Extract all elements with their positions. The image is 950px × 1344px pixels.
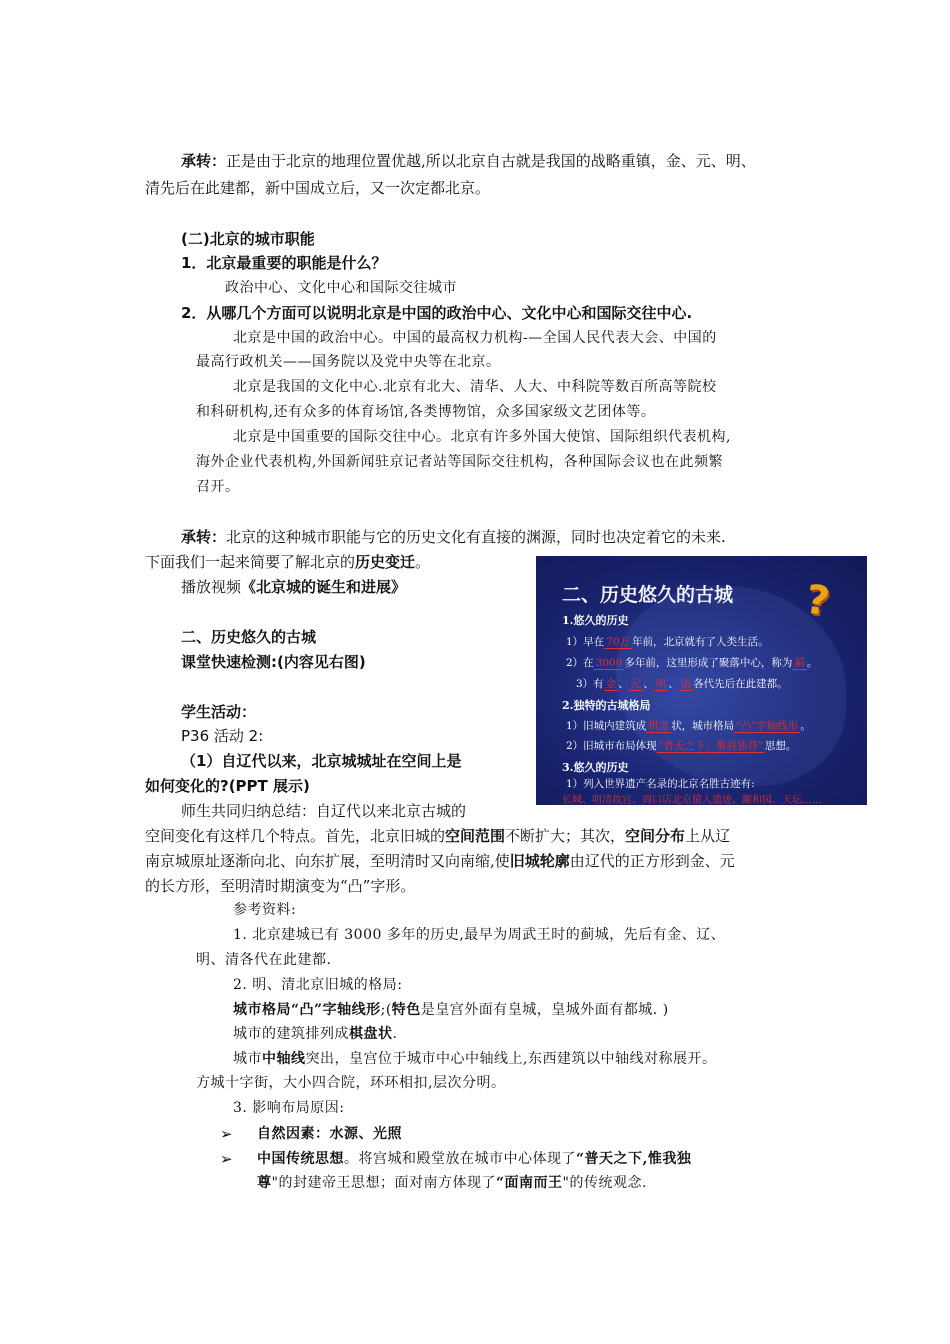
text-span: 思想。 bbox=[764, 740, 797, 752]
slide-line-7: 长城、明清故宫、周口店北京猿人遗迹、颐和园、天坛…… bbox=[562, 795, 822, 805]
old-city-outline-bold: 旧城轮廓 bbox=[509, 852, 570, 870]
activity-question-a: （1）自辽代以来，北京城城址在空间上是 bbox=[181, 752, 462, 770]
south-facing-bold: “面南而王 bbox=[495, 1175, 563, 1191]
slide-line-3 bbox=[576, 676, 788, 691]
text-span: 。 bbox=[415, 553, 431, 571]
text-span: 城市 bbox=[233, 1051, 262, 1067]
transition-text: 正是由于北京的地理位置优越,所以北京自古就是我国的战略重镇，金、元、明、 bbox=[226, 152, 756, 170]
question-1: 1．北京最重要的职能是什么？ bbox=[181, 254, 387, 272]
international-center-line-2: 海外企业代表机构,外国新闻驻京记者站等国际交往机构，各种国际会议也在此频繁 bbox=[196, 454, 723, 470]
answer-blank: 明 bbox=[655, 678, 667, 690]
student-activity: 学生活动： bbox=[181, 703, 257, 721]
text-span: 由辽代的正方形到金、元 bbox=[569, 852, 735, 870]
slide-line-6: 1）列入世界遗产名录的北京名胜古迹有: bbox=[566, 778, 755, 790]
answer-1: 政治中心、文化中心和国际交往城市 bbox=[225, 280, 457, 296]
text-span: 2）在 bbox=[566, 657, 594, 669]
traditional-thought-bold: 中国传统思想 bbox=[257, 1151, 344, 1167]
text-span: 下面我们一起来简要了解北京的 bbox=[145, 553, 356, 571]
answer-blank: "凸"字轴线形 bbox=[736, 720, 799, 732]
cultural-center-line-1: 北京是我国的文化中心.北京有北大、清华、人大、中科院等数百所高等院校 bbox=[233, 379, 717, 395]
text-span: 突出，皇宫位于城市中心中轴线上,东西建筑以中轴线对称展开。 bbox=[305, 1051, 717, 1067]
text-span: 、 bbox=[643, 678, 654, 690]
summary-line-4: 的长方形，至明清时期演变为“凸”字形。 bbox=[145, 877, 416, 895]
reference-2b bbox=[233, 1024, 397, 1044]
text-span: 空间变化有这样几个特点。首先，北京旧城的 bbox=[145, 827, 446, 845]
slide-line-4 bbox=[566, 718, 811, 733]
answer-blank: "普天之下，惟我独尊" bbox=[658, 740, 763, 752]
text-span: 2）旧城市布局体现 bbox=[566, 740, 657, 752]
text-span: 。 bbox=[806, 657, 818, 669]
video-line bbox=[181, 577, 406, 597]
answer-blank: 棋盘 bbox=[648, 720, 670, 732]
city-layout-bold: 城市格局“凸”字轴线形 bbox=[233, 1002, 381, 1018]
traditional-thought-line-2 bbox=[257, 1173, 647, 1193]
text-span: 状，城市格局 bbox=[671, 720, 735, 732]
text-span: 多年前，这里形成了聚落中心，称为 bbox=[624, 657, 793, 669]
transition-text-2: 北京的这种城市职能与它的历史文化有直接的渊源，同时也决定着它的未来. bbox=[226, 528, 726, 546]
transition-paragraph-2 bbox=[181, 527, 726, 547]
text-span: 是皇宫外面有皇城，皇城外面有都城. ) bbox=[420, 1002, 669, 1018]
reference-2a bbox=[233, 1000, 669, 1020]
summary-line-2 bbox=[145, 826, 730, 846]
traditional-thought-line-1 bbox=[257, 1149, 691, 1169]
feature-bold: 特色 bbox=[391, 1002, 421, 1018]
quote-bold: “普天之下,惟我独 bbox=[576, 1151, 692, 1167]
text-span: 。 bbox=[800, 720, 811, 732]
text-span: 南京城原址逐渐向北、向东扩展，至明清时又向南缩,使 bbox=[145, 852, 510, 870]
summary-line-1: 师生共同归纳总结：自辽代以来北京古城的 bbox=[181, 802, 467, 820]
cultural-center-line-2: 和科研机构,还有众多的体育场馆,各类博物馆，众多国家级文艺团体等。 bbox=[196, 404, 656, 420]
quote-bold-end: 尊 bbox=[257, 1175, 272, 1191]
slide-heading-2: 2.独特的古城格局 bbox=[562, 699, 651, 712]
answer-blank: 3000 bbox=[595, 657, 623, 669]
question-mark-icon: ? bbox=[802, 576, 833, 626]
text-span: 年前，北京就有了人类生活。 bbox=[632, 636, 769, 648]
spatial-range-bold: 空间范围 bbox=[445, 827, 506, 845]
bullet-icon: ➢ bbox=[220, 1125, 233, 1143]
text-span: 3）有 bbox=[576, 678, 604, 690]
slide-line-2 bbox=[566, 655, 817, 670]
reference-2c bbox=[233, 1049, 716, 1069]
reference-1b: 明、清各代在此建都. bbox=[196, 952, 332, 968]
transition-text-2-cont bbox=[145, 552, 430, 572]
text-span: 不断扩大；其次， bbox=[505, 827, 626, 845]
slide-line-1 bbox=[566, 634, 769, 649]
bullet-icon: ➢ bbox=[220, 1150, 233, 1168]
slide-heading-3: 3.悠久的历史 bbox=[562, 761, 629, 774]
quick-check: 课堂快速检测:(内容见右图) bbox=[181, 653, 366, 671]
summary-line-3 bbox=[145, 851, 735, 871]
political-center-line-1: 北京是中国的政治中心。中国的最高权力机构-—全国人民代表大会、中国的 bbox=[233, 330, 717, 346]
central-axis-bold: 中轴线 bbox=[262, 1051, 306, 1067]
reference-2: 2. 明、清北京旧城的格局: bbox=[233, 977, 403, 993]
text-span: 1）旧城内建筑成 bbox=[566, 720, 647, 732]
slide-line-5 bbox=[566, 738, 796, 753]
question-2: 2．从哪几个方面可以说明北京是中国的政治中心、文化中心和国际交往中心. bbox=[181, 304, 693, 322]
political-center-line-2: 最高行政机关——国务院以及党中央等在北京。 bbox=[196, 354, 501, 370]
history-changes-bold: 历史变迁 bbox=[355, 553, 416, 571]
transition-label: 承转： bbox=[181, 152, 227, 170]
answer-blank: 70万 bbox=[606, 636, 631, 648]
text-span: 上从辽 bbox=[685, 827, 731, 845]
transition-label-2: 承转： bbox=[181, 528, 227, 546]
text-span: 。将宫城和殿堂放在城市中心体现了 bbox=[344, 1151, 576, 1167]
reference-title: 参考资料: bbox=[233, 902, 297, 918]
slide-title: 二、历史悠久的古城 bbox=[562, 584, 734, 606]
video-label: 播放视频 bbox=[181, 578, 242, 596]
activity-p36: P36 活动 2: bbox=[181, 727, 264, 745]
answer-blank: 蓟 bbox=[794, 657, 805, 669]
slide-heading-1: 1.悠久的历史 bbox=[562, 614, 629, 627]
text-span: 1）早在 bbox=[566, 636, 605, 648]
text-span: 城市的建筑排列成 bbox=[233, 1026, 349, 1042]
text-span: ;( bbox=[380, 1002, 392, 1018]
text-span: 各代先后在此建都。 bbox=[693, 678, 788, 690]
text-span: . bbox=[392, 1026, 398, 1042]
text-span: 、 bbox=[618, 678, 629, 690]
answer-blank: 金 bbox=[605, 678, 617, 690]
activity-question-b: 如何变化的?(PPT 展示) bbox=[145, 777, 310, 795]
chessboard-bold: 棋盘状 bbox=[349, 1026, 393, 1042]
reference-2d: 方城十字街，大小四合院，环环相扣,层次分明。 bbox=[196, 1075, 506, 1091]
spatial-distribution-bold: 空间分布 bbox=[625, 827, 686, 845]
international-center-line-1: 北京是中国重要的国际交往中心。北京有许多外国大使馆、国际组织代表机构, bbox=[233, 429, 731, 445]
answer-blank: 清 bbox=[680, 678, 692, 690]
transition-paragraph-1 bbox=[181, 151, 756, 171]
transition-text-cont: 清先后在此建都，新中国成立后，又一次定都北京。 bbox=[145, 179, 491, 197]
international-center-line-3: 召开。 bbox=[196, 479, 240, 495]
text-span: 、 bbox=[668, 678, 679, 690]
video-title: 《北京城的诞生和进展》 bbox=[241, 578, 407, 596]
text-span: "的封建帝王思想；面对南方体现了 bbox=[271, 1175, 496, 1191]
text-span: "的传统观念. bbox=[562, 1175, 647, 1191]
section-heading-city-functions: (二)北京的城市职能 bbox=[181, 230, 315, 248]
reference-3: 3. 影响布局原因: bbox=[233, 1100, 345, 1116]
natural-factors: 自然因素：水源、光照 bbox=[257, 1126, 402, 1142]
reference-1a: 1. 北京建城已有 3000 多年的历史,最早为周武王时的蓟城，先后有金、辽、 bbox=[233, 927, 726, 943]
section-heading-ancient-city: 二、历史悠久的古城 bbox=[181, 628, 317, 646]
ppt-slide-image bbox=[536, 556, 867, 805]
answer-blank: 元 bbox=[630, 678, 642, 690]
